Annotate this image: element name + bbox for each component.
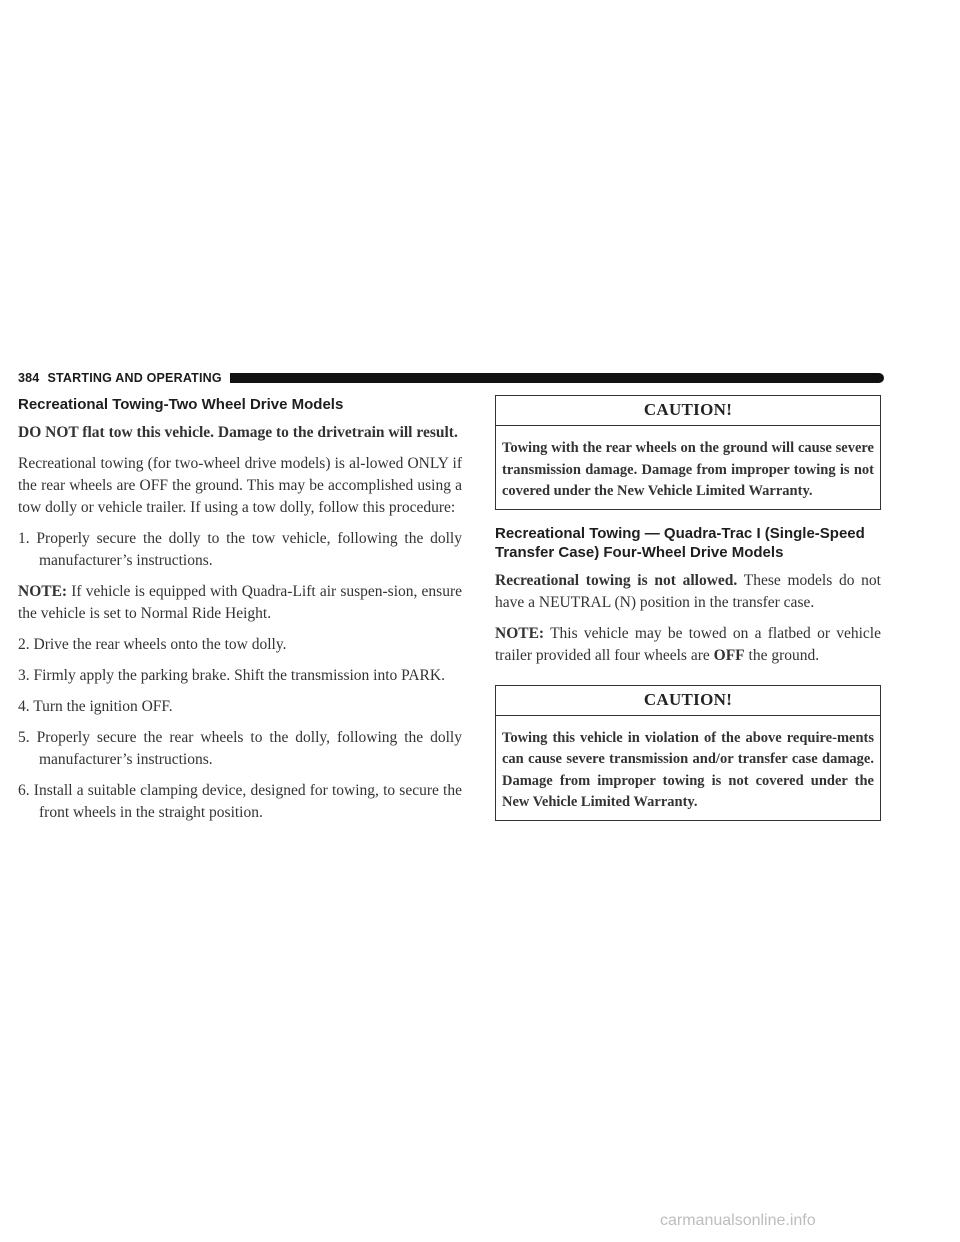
step-3: 3. Firmly apply the parking brake. Shift the transmission into PARK. (18, 667, 445, 684)
caution-box-1 (495, 395, 881, 510)
caution-title: CAUTION! (496, 686, 880, 716)
flat-tow-warning: DO NOT flat tow this vehicle. Damage to the drivetrain will result. (18, 424, 458, 441)
step-1: 1. Properly secure the dolly to the tow vehicle, following the dolly manufacturer’s instructions. (18, 530, 462, 569)
note-paragraph (18, 581, 462, 625)
quadra-trac-heading: Recreational Towing — Quadra-Trac I (Single-Speed Transfer Case) Four-Wheel Drive Models (495, 524, 865, 561)
caution-body: Towing with the rear wheels on the ground will cause severe transmission damage. Damage from improper towing is not covered under the New Vehicle Limited Warranty. (502, 440, 874, 499)
note-end: the ground. (744, 646, 820, 664)
caution-body: Towing this vehicle in violation of the above require-ments can cause severe transmission and/or transfer case damage. Damage from improper towing is not covered under the New Vehicle Limited Warranty. (502, 729, 874, 810)
note-text: This vehicle may be towed on a flatbed or vehicle trailer provided all four wheels are (495, 624, 881, 664)
left-column (18, 395, 462, 833)
note-label: NOTE: (495, 624, 545, 642)
note-label: NOTE: (18, 583, 68, 600)
two-wheel-drive-heading: Recreational Towing-Two Wheel Drive Models (18, 396, 344, 413)
note-text: If vehicle is equipped with Quadra-Lift air suspen-sion, ensure the vehicle is set to Normal Ride Height. (18, 583, 462, 622)
caution-box-2 (495, 685, 881, 821)
off-text: OFF (713, 646, 745, 664)
caution-title: CAUTION! (496, 396, 880, 426)
step-2: 2. Drive the rear wheels onto the tow dolly. (18, 636, 287, 653)
page-header (18, 369, 884, 387)
flatbed-note (495, 623, 881, 667)
page-number: 384 (18, 371, 40, 385)
intro-paragraph: Recreational towing (for two-wheel drive models) is al-lowed ONLY if the rear wheels are OFF the ground. This may be accomplished using a tow dolly or vehicle trailer. If using a tow dolly, follow this procedure: (18, 455, 462, 516)
step-5: 5. Properly secure the rear wheels to the dolly, following the dolly manufacturer’s instructions. (18, 729, 462, 768)
not-allowed-text: These models do not have a NEUTRAL (N) position in the transfer case. (495, 571, 881, 611)
section-title: STARTING AND OPERATING (47, 371, 222, 385)
header-rule (230, 373, 884, 383)
step-4: 4. Turn the ignition OFF. (18, 698, 173, 715)
step-6: 6. Install a suitable clamping device, designed for towing, to secure the front wheels in the straight position. (18, 782, 462, 821)
not-allowed-paragraph (495, 570, 881, 614)
not-allowed-bold: Recreational towing is not allowed. (495, 571, 738, 589)
right-column (495, 395, 881, 835)
watermark: carmanualsonline.info (660, 1212, 816, 1229)
